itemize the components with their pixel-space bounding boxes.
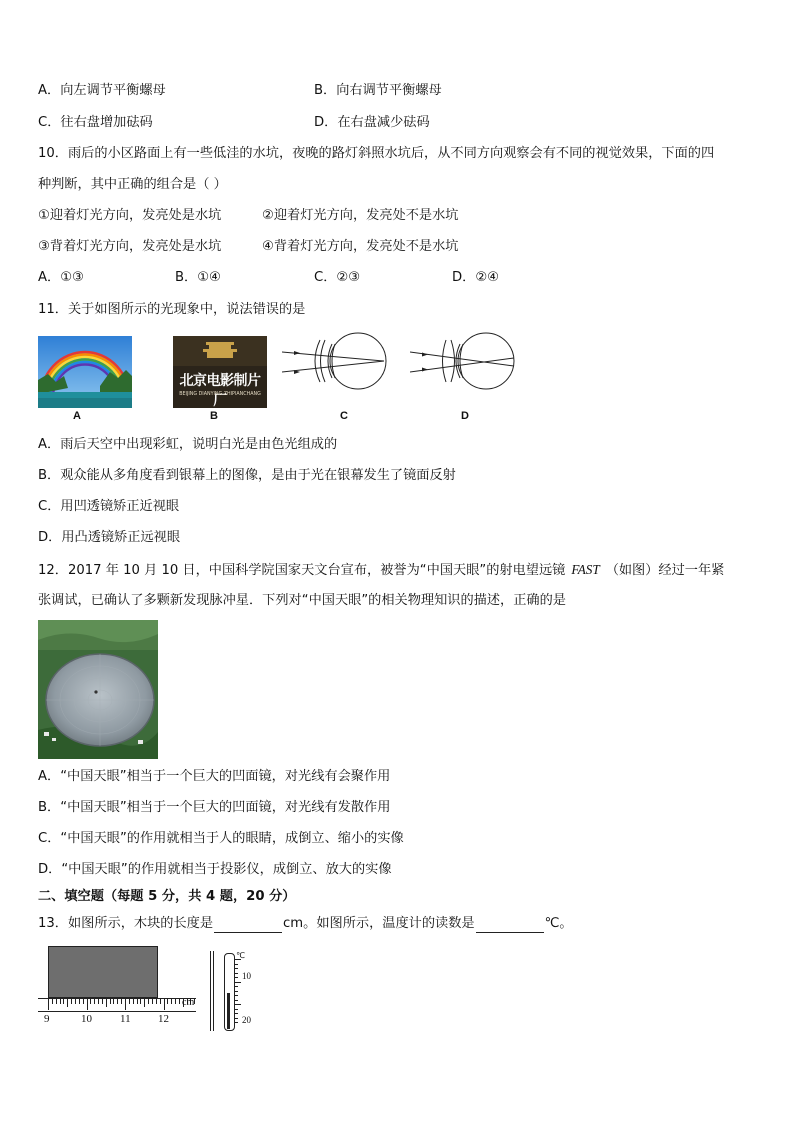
ruler-tick — [140, 999, 141, 1004]
ruler-tick — [167, 999, 168, 1004]
thermometer-tick — [234, 1000, 238, 1001]
ruler-tick — [156, 999, 157, 1004]
q9-option-c: C．往右盘增加砝码 — [38, 115, 153, 130]
ruler-tick — [125, 999, 126, 1010]
thermometer-tick — [234, 973, 238, 974]
q9-option-a: A．向左调节平衡螺母 — [38, 83, 166, 98]
thermometer-tick — [234, 1004, 241, 1005]
thermometer-tick — [234, 995, 238, 996]
ruler-tick — [67, 999, 68, 1007]
q11-option-c: C．用凹透镜矫正近视眼 — [38, 499, 180, 514]
q12-stem-line2: 张调试，已确认了多颗新发现脉冲星．下列对“中国天眼”的相关物理知识的描述，正确的是 — [38, 593, 566, 608]
q12-stem-post: （如图）经过一年紧 — [605, 563, 725, 578]
film-studio-sign-subtext: BEIJING DIANYING ZHIPIANCHANG — [179, 392, 261, 397]
ruler-tick — [87, 999, 88, 1010]
fast-telescope-photo — [38, 620, 158, 759]
q12-option-d: D．“中国天眼”的作用就相当于投影仪，成倒立、放大的实像 — [38, 862, 392, 877]
q12-option-c: C．“中国天眼”的作用就相当于人的眼睛，成倒立、缩小的实像 — [38, 831, 404, 846]
q10-judgement-1: ①迎着灯光方向，发亮处是水坑 — [38, 208, 222, 223]
figure-d-caption: D — [461, 410, 469, 422]
q13-blank-temperature[interactable] — [476, 918, 544, 933]
thermometer-scale — [234, 959, 242, 1029]
ruler-tick — [175, 999, 176, 1004]
ruler-tick — [137, 999, 138, 1004]
ruler-tick — [121, 999, 122, 1004]
ruler-tick — [94, 999, 95, 1004]
q12-option-b: B．“中国天眼”相当于一个巨大的凹面镜，对光线有发散作用 — [38, 800, 391, 815]
ruler-tick — [113, 999, 114, 1004]
thermometer-unit: ℃ — [236, 951, 245, 960]
thermometer-tick — [234, 1018, 238, 1019]
ruler-tick — [148, 999, 149, 1004]
thermometer-tick — [234, 977, 238, 978]
ruler-tick — [117, 999, 118, 1004]
ruler-tick — [48, 999, 49, 1010]
film-studio-photo — [173, 336, 267, 408]
thermometer-tick — [234, 964, 238, 965]
ruler-unit: cm — [182, 997, 195, 1008]
q10-stem-line2: 种判断，其中正确的组合是（ ） — [38, 177, 227, 192]
q13-stem-mid: cm。如图所示，温度计的读数是 — [283, 916, 475, 931]
q10-judgement-4: ④背着灯光方向，发亮处不是水坑 — [262, 239, 459, 254]
q10-judgement-3: ③背着灯光方向，发亮处是水坑 — [38, 239, 222, 254]
thermometer-tick — [234, 968, 238, 969]
q9-option-b: B．向右调节平衡螺母 — [314, 83, 442, 98]
thermometer-tick — [234, 1009, 238, 1010]
ruler-tick — [194, 999, 195, 1004]
q10-option-d: D．②④ — [452, 270, 499, 285]
ruler-tick — [79, 999, 80, 1004]
q11-option-b: B．观众能从多角度看到银幕上的图像，是由于光在银幕发生了镜面反射 — [38, 468, 456, 483]
thermometer-tick — [234, 991, 238, 992]
thermometer-tick — [234, 986, 238, 987]
ruler-tick — [160, 999, 161, 1004]
ruler-tick — [98, 999, 99, 1004]
q12-stem-line1 — [38, 561, 724, 580]
film-studio-sign-text: 北京电影制片厂 — [179, 373, 261, 408]
section-title-fill-in: 二、填空题（每题 5 分，共 4 题，20 分） — [38, 889, 296, 904]
ruler-tick — [110, 999, 111, 1004]
figure-a-caption: A — [73, 410, 81, 422]
ruler-tick — [179, 999, 180, 1004]
q11-stem: 11．关于如图所示的光现象中，说法错误的是 — [38, 302, 306, 317]
ruler-label-10: 10 — [81, 1013, 92, 1025]
figure-b-caption: B — [210, 410, 218, 422]
q10-stem-line1: 10．雨后的小区路面上有一些低洼的水坑，夜晚的路灯斜照水坑后，从不同方向观察会有不同的视觉效果，下面的四 — [38, 146, 715, 161]
ruler-tick — [133, 999, 134, 1004]
q9-option-d: D．在右盘减少砝码 — [314, 115, 430, 130]
ruler-figure — [38, 946, 198, 1030]
q10-option-b: B．①④ — [175, 270, 221, 285]
q12-option-a: A．“中国天眼”相当于一个巨大的凹面镜，对光线有会聚作用 — [38, 769, 391, 784]
ruler-tick — [90, 999, 91, 1004]
ruler-label-9: 9 — [44, 1013, 50, 1025]
ruler-tick — [171, 999, 172, 1004]
ruler — [38, 998, 196, 1012]
ruler-label-12: 12 — [158, 1013, 169, 1025]
q10-judgement-2: ②迎着灯光方向，发亮处不是水坑 — [262, 208, 459, 223]
thermometer-tick — [234, 982, 241, 983]
thermometer-tick — [234, 1013, 238, 1014]
wood-block — [48, 946, 158, 998]
ruler-tick — [164, 999, 165, 1010]
eye-diagram-d — [410, 330, 518, 392]
ruler-tick — [152, 999, 153, 1004]
ruler-tick — [71, 999, 72, 1004]
eye-diagram-c — [282, 330, 390, 392]
ruler-tick — [56, 999, 57, 1004]
thermometer-frame-left — [210, 951, 214, 1031]
ruler-tick — [144, 999, 145, 1007]
thermometer-tick — [234, 1022, 238, 1023]
ruler-tick — [75, 999, 76, 1004]
ruler-tick — [52, 999, 53, 1004]
q10-option-a: A．①③ — [38, 270, 84, 285]
thermometer-liquid-column — [227, 993, 230, 1029]
q11-option-d: D．用凸透镜矫正远视眼 — [38, 530, 181, 545]
ruler-tick — [63, 999, 64, 1004]
q11-option-a: A．雨后天空中出现彩虹，说明白光是由色光组成的 — [38, 437, 338, 452]
q13-stem-post: ℃。 — [544, 916, 573, 931]
thermometer-label-20: 20 — [242, 1015, 251, 1025]
q12-stem-pre: 12．2017 年 10 月 10 日，中国科学院国家天文台宣布，被誉为“中国天眼”的射电望远镜 — [38, 563, 566, 578]
rainbow-photo — [38, 336, 132, 408]
ruler-tick — [83, 999, 84, 1004]
ruler-tick — [129, 999, 130, 1004]
q13-stem — [38, 915, 573, 933]
thermometer-figure — [208, 951, 258, 1033]
ruler-tick — [102, 999, 103, 1004]
ruler-tick — [106, 999, 107, 1007]
q13-blank-length[interactable] — [214, 918, 282, 933]
q12-fast-italic: FAST — [571, 562, 600, 577]
ruler-tick — [60, 999, 61, 1004]
thermometer-label-10: 10 — [242, 971, 251, 981]
ruler-label-11: 11 — [120, 1013, 131, 1025]
figure-c-caption: C — [340, 410, 348, 422]
q13-stem-pre: 13．如图所示，木块的长度是 — [38, 916, 214, 931]
q10-option-c: C．②③ — [314, 270, 361, 285]
